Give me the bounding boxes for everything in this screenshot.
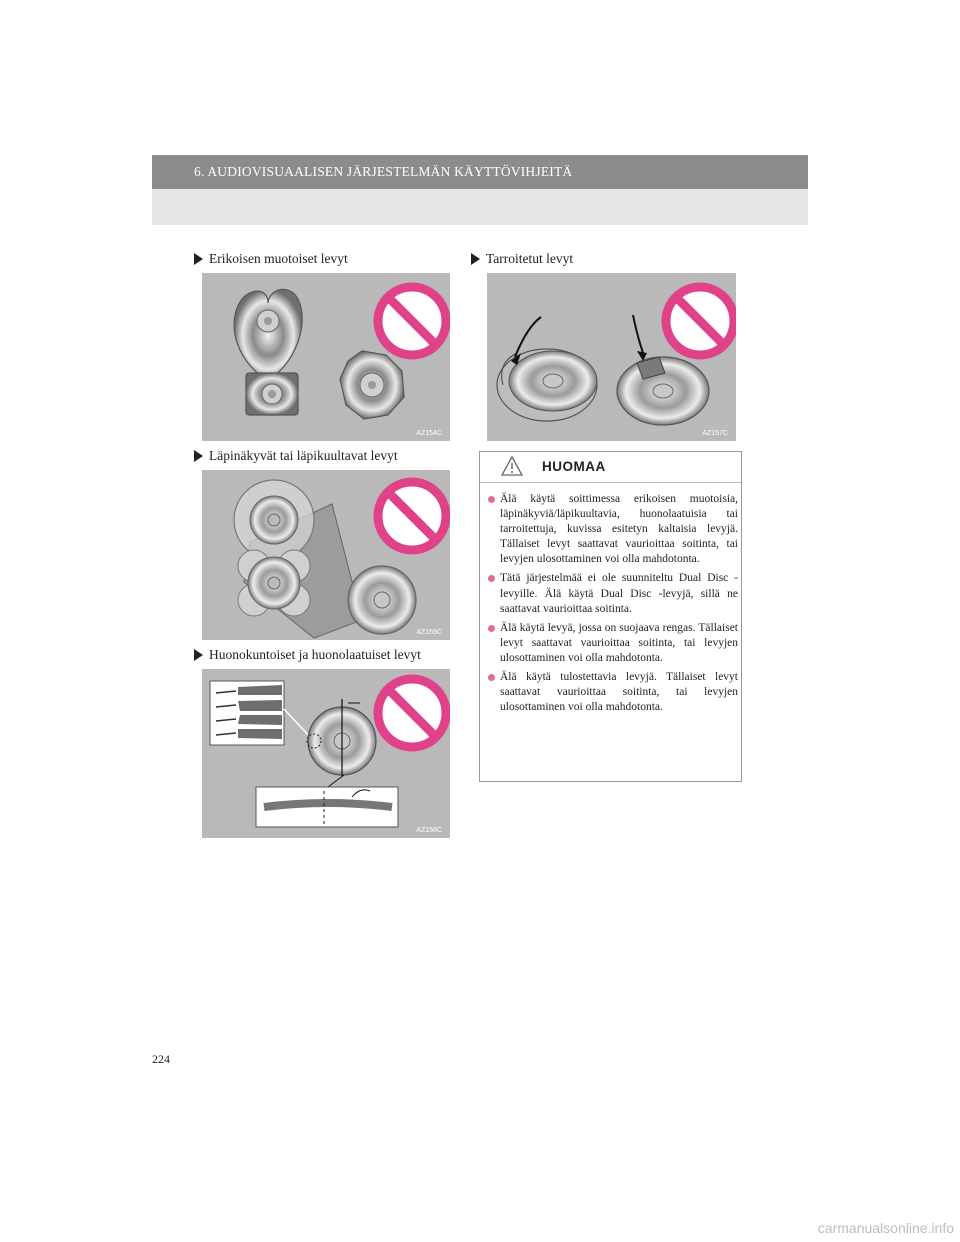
heading-transparent-label: Läpinäkyvät tai läpikuultavat levyt: [209, 448, 398, 463]
heading-special-shapes-label: Erikoisen muotoiset levyt: [209, 251, 348, 266]
bullet-icon: [488, 496, 495, 503]
heading-special-shapes: [194, 251, 348, 267]
prohibition-icon: [378, 287, 446, 355]
figure-code: AZ156C: [416, 827, 442, 834]
notice-item-text: Älä käytä levyä, jossa on suojaava rengas. Tällaiset levyt saattavat vaurioittaa soitinta, tai levyjen ulosottaminen voi olla mahdotonta.: [500, 621, 738, 664]
prohibition-icon: [378, 482, 446, 550]
figure-transparent: [202, 470, 450, 640]
heading-labeled: [471, 251, 573, 267]
prohibition-icon: [378, 679, 446, 747]
notice-item-text: Älä käytä soittimessa erikoisen muotoisia, läpinäkyviä/läpikuultavia, huonolaatuisia tai tarroitettuja, kuvissa esitetyn kaltaisia levyjä. Tällaiset levyt saattavat vaurioittaa soitinta, tai levyjen ulosottaminen voi olla mahdotonta.: [500, 493, 738, 566]
figure-code: AZ157C: [702, 430, 728, 437]
notice-title: HUOMAA: [542, 459, 606, 474]
arrow-icon: [194, 649, 203, 661]
page-number: 224: [152, 1052, 170, 1066]
header-band: [152, 155, 808, 189]
flower-disc: [238, 550, 310, 616]
heading-poor-quality: [194, 647, 421, 663]
notice-item: [488, 670, 738, 715]
bullet-icon: [488, 625, 495, 632]
figure-special-shapes: [202, 273, 450, 441]
bullet-icon: [488, 674, 495, 681]
figure-code: AZ154C: [416, 430, 442, 437]
notice-item-text: Tätä järjestelmää ei ole suunniteltu Dual Disc -levyille. Älä käytä Dual Disc -levyjä, sillä ne saattavat vaurioittaa soitinta.: [500, 572, 738, 615]
notice-item: [488, 621, 738, 666]
figure-poor-quality: [202, 669, 450, 838]
notice-item-text: Älä käytä tulostettavia levyjä. Tällaiset levyt saattavat vaurioittaa soitinta, tai levyjen ulosottaminen voi olla mahdotonta.: [500, 671, 738, 714]
notice-body: [488, 492, 738, 719]
arrow-icon: [471, 253, 480, 265]
page-header: [152, 155, 808, 225]
notice-header: [480, 452, 741, 483]
heading-poor-quality-label: Huonokuntoiset ja huonolaatuiset levyt: [209, 647, 421, 662]
notice-item: [488, 492, 738, 567]
watermark: carmanualsonline.info: [817, 1220, 954, 1236]
notice-item: [488, 571, 738, 616]
bullet-icon: [488, 575, 495, 582]
figure-code: AZ155C: [416, 629, 442, 636]
heading-labeled-label: Tarroitetut levyt: [486, 251, 574, 266]
notice-box: [479, 451, 742, 782]
heading-transparent: [194, 448, 398, 464]
warning-icon: [500, 455, 524, 477]
arrow-icon: [194, 450, 203, 462]
figure-labeled: [487, 273, 736, 441]
prohibition-icon: [666, 287, 734, 355]
arrow-icon: [194, 253, 203, 265]
section-title: 6. AUDIOVISUAALISEN JÄRJESTELMÄN KÄYTTÖVIHJEITÄ: [194, 164, 573, 179]
heart-disc: [234, 289, 302, 381]
